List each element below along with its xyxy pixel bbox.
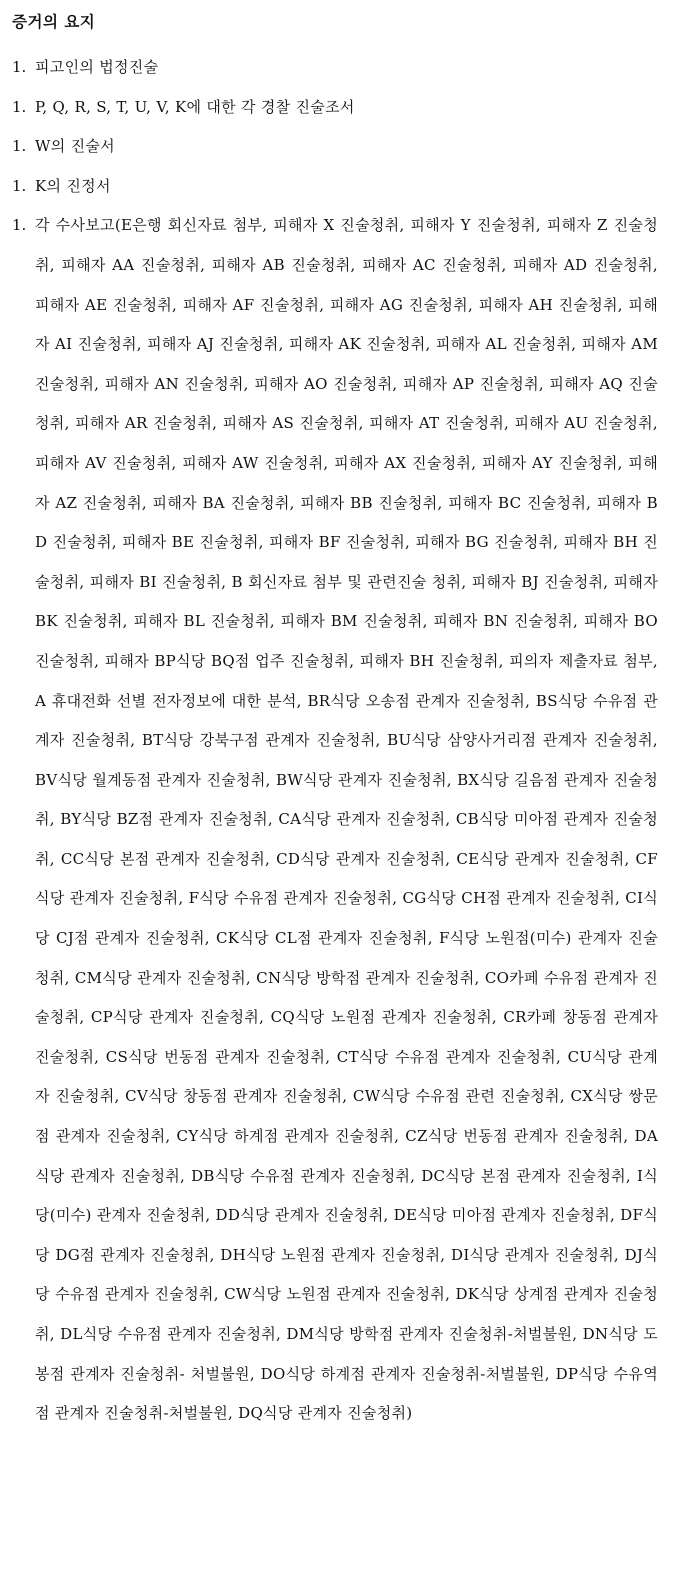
- evidence-item: [12, 127, 658, 167]
- evidence-item: [12, 167, 658, 207]
- item-number: 1.: [12, 137, 27, 156]
- item-number: 1.: [12, 176, 27, 195]
- item-text: 피고인의 법정진술: [35, 58, 159, 76]
- item-number: 1.: [12, 58, 27, 76]
- item-text: W의 진술서: [35, 137, 115, 156]
- evidence-item: [12, 48, 658, 88]
- item-text: K의 진정서: [35, 176, 111, 195]
- item-text: 각 수사보고(E은행 회신자료 첨부, 피해자 X 진술청취, 피해자 Y 진술청취, 피해자 Z 진술청취, 피해자 AA 진술청취, 피해자 AB 진술청취, 피해자 AC 진술청취, 피해자 AD 진술청취, 피해자 AE 진술청취, 피해자 AF 진술청취, 피해자 AG 진술청취, 피해자 AH 진술청취, 피해자 AI 진술청취, 피해자 AJ 진술청취, 피해자 AK 진술청취, 피해자 AL 진술청취, 피해자 AM 진술청취, 피해자 AN 진술청취, 피해자 AO 진술청취, 피해자 AP 진술청취, 피해자 AQ 진술청취, 피해자 AR 진술청취, 피해자 AS 진술청취, 피해자 AT 진술청취, 피해자 AU 진술청취, 피해자 AV 진술청취, 피해자 AW 진술청취, 피해자 AX 진술청취, 피해자 AY 진술청취, 피해자 AZ 진술청취, 피해자 BA 진술청취, 피해자 BB 진술청취, 피해자 BC 진술청취, 피해자 BD 진술청취, 피해자 BE 진술청취, 피해자 BF 진술청취, 피해자 BG 진술청취, 피해자 BH 진술청취, 피해자 BI 진술청취, B 회신자료 첨부 및 관련진술 청취, 피해자 BJ 진술청취, 피해자 BK 진술청취, 피해자 BL 진술청취, 피해자 BM 진술청취, 피해자 BN 진술청취, 피해자 BO 진술청취, 피해자 BP식당 BQ점 업주 진술청취, 피해자 BH 진술청취, 피의자 제출자료 첨부, A 휴대전화 선별 전자정보에 대한 분석, BR식당 오송점 관계자 진술청취, BS식당 수유점 관계자 진술청취, BT식당 강북구점 관계자 진술청취, BU식당 삼양사거리점 관계자 진술청취, BV식당 월계동점 관계자 진술청취, BW식당 관계자 진술청취, BX식당 길음점 관계자 진술청취, BY식당 BZ점 관계자 진술청취, CA식당 관계자 진술청취, CB식당 미아점 관계자 진술청취, CC식당 본점 관계자 진술청취, CD식당 관계자 진술청취, CE식당 관계자 진술청취, CF식당 관계자 진술청취, F식당 수유점 관계자 진술청취, CG식당 CH점 관계자 진술청취, CI식당 CJ점 관계자 진술청취, CK식당 CL점 관계자 진술청취, F식당 노원점(미수) 관계자 진술청취, CM식당 관계자 진술청취, CN식당 방학점 관계자 진술청취, CO카페 수유점 관계자 진술청취, CP식당 관계자 진술청취, CQ식당 노원점 관계자 진술청취, CR카페 창동점 관계자 진술청취, CS식당 번동점 관계자 진술청취, CT식당 수유점 관계자 진술청취, CU식당 관계자 진술청취, CV식당 창동점 관계자 진술청취, CW식당 수유점 관련 진술청취, CX식당 쌍문점 관계자 진술청취, CY식당 하계점 관계자 진술청취, CZ식당 번동점 관계자 진술청취, DA식당 관계자 진술청취, DB식당 수유점 관계자 진술청취, DC식당 본점 관계자 진술청취, I식당(미수) 관계자 진술청취, DD식당 관계자 진술청취, DE식당 미아점 관계자 진술청취, DF식당 DG점 관계자 진술청취, DH식당 노원점 관계자 진술청취, DI식당 관계자 진술청취, DJ식당 수유점 관계자 진술청취, CW식당 노원점 관계자 진술청취, DK식당 상계점 관계자 진술청취, DL식당 수유점 관계자 진술청취, DM식당 방학점 관계자 진술청취-처벌불원, DN식당 도봉점 관계자 진술청취- 처벌불원, DO식당 하계점 관계자 진술청취-처벌불원, DP식당 수유역점 관계자 진술청취-처벌불원, DQ식당 관계자 진술청취): [35, 216, 658, 1423]
- item-number: 1.: [12, 97, 27, 116]
- evidence-item: [12, 88, 658, 128]
- item-text: P, Q, R, S, T, U, V, K에 대한 각 경찰 진술조서: [35, 97, 355, 116]
- section-heading: 증거의 요지: [12, 13, 96, 31]
- item-number: 1.: [12, 216, 27, 235]
- evidence-item: [12, 206, 658, 1433]
